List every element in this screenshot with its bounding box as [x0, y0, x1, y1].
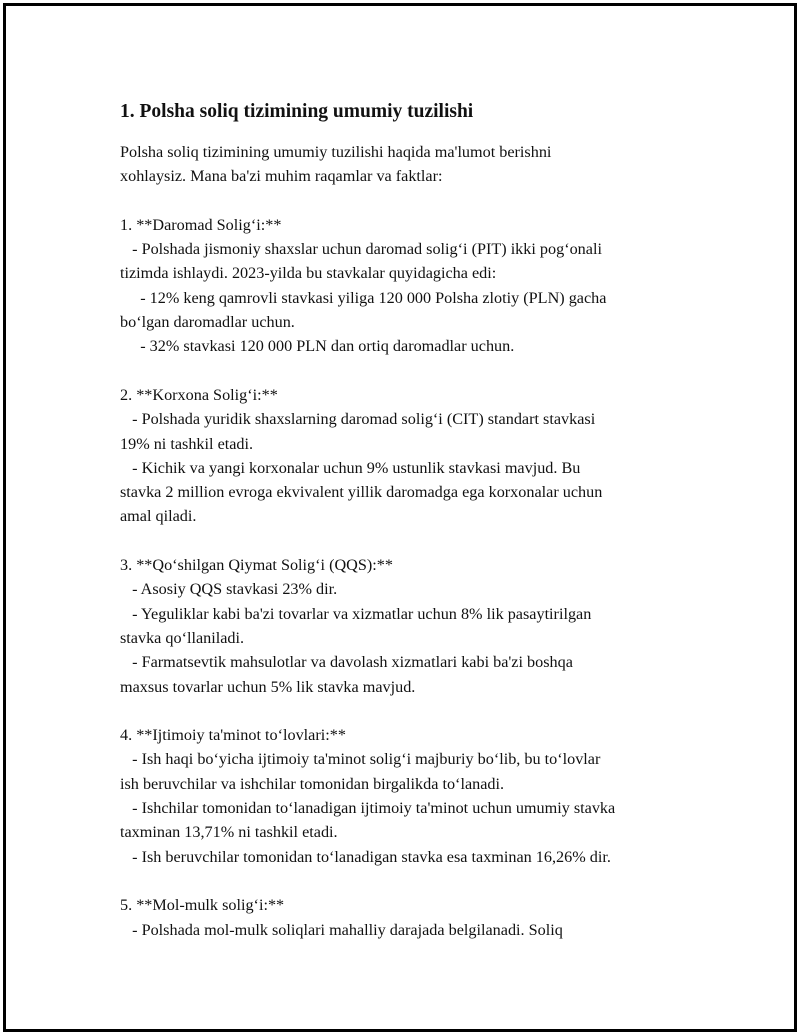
- spacer: [120, 359, 700, 383]
- section-2-body: - Polshada yuridik shaxslarning daromad solig‘i (CIT) standart stavkasi 19% ni tashkil etadi. - Kichik va yangi korxonalar uchun 9% ustunlik stavkasi mavjud. Bu stavka 2 million evroga ekvivalent yillik daromadga ega korxonalar uchun amal qiladi.: [120, 410, 603, 526]
- section-1-title: 1. **Daromad Solig‘i:**: [120, 215, 282, 234]
- section-3-title: 3. **Qo‘shilgan Qiymat Solig‘i (QQS):**: [120, 556, 393, 575]
- spacer: [120, 699, 700, 723]
- intro-paragraph: Polsha soliq tizimining umumiy tuzilishi haqida ma'lumot berishni xohlaysiz. Mana ba'zi muhim raqamlar va faktlar:: [120, 143, 552, 186]
- document-content: [120, 98, 700, 942]
- document-heading: 1. Polsha soliq tizimining umumiy tuzilishi: [120, 101, 474, 122]
- spacer: [120, 189, 700, 213]
- section-3-body: - Asosiy QQS stavkasi 23% dir. - Yeguliklar kabi ba'zi tovarlar va xizmatlar uchun 8% lik pasaytirilgan stavka qo‘llaniladi. - Farmatsevtik mahsulotlar va davolash xizmatlari kabi ba'zi boshqa maxsus tovarlar uchun 5% lik stavka mavjud.: [120, 580, 592, 696]
- section-4-title: 4. **Ijtimoiy ta'minot to‘lovlari:**: [120, 726, 346, 745]
- section-1-body: - Polshada jismoniy shaxslar uchun daromad solig‘i (PIT) ikki pog‘onali tizimda ishlaydi. 2023-yilda bu stavkalar quyidagicha edi: - 12% keng qamrovli stavkasi yiliga 120 000 Polsha zlotiy (PLN) gacha bo‘lgan daromadlar uchun. - 32% stavkasi 120 000 PLN dan ortiq daromadlar uchun.: [120, 240, 607, 356]
- section-5-title: 5. **Mol-mulk solig‘i:**: [120, 896, 285, 915]
- section-2-title: 2. **Korxona Solig‘i:**: [120, 385, 278, 404]
- section-5-body: - Polshada mol-mulk soliqlari mahalliy darajada belgilanadi. Soliq: [120, 920, 563, 939]
- section-4-body: - Ish haqi bo‘yicha ijtimoiy ta'minot solig‘i majburiy bo‘lib, bu to‘lovlar ish beruvchilar va ishchilar tomonidan birgalikda to‘lanadi. - Ishchilar tomonidan to‘lanadigan ijtimoiy ta'minot uchun umumiy stavka taxminan 13,71% ni tashkil etadi. - Ish beruvchilar tomonidan to‘lanadigan stavka esa taxminan 16,26% dir.: [120, 750, 616, 866]
- page-frame: [3, 3, 797, 1032]
- spacer: [120, 529, 700, 553]
- spacer: [120, 869, 700, 893]
